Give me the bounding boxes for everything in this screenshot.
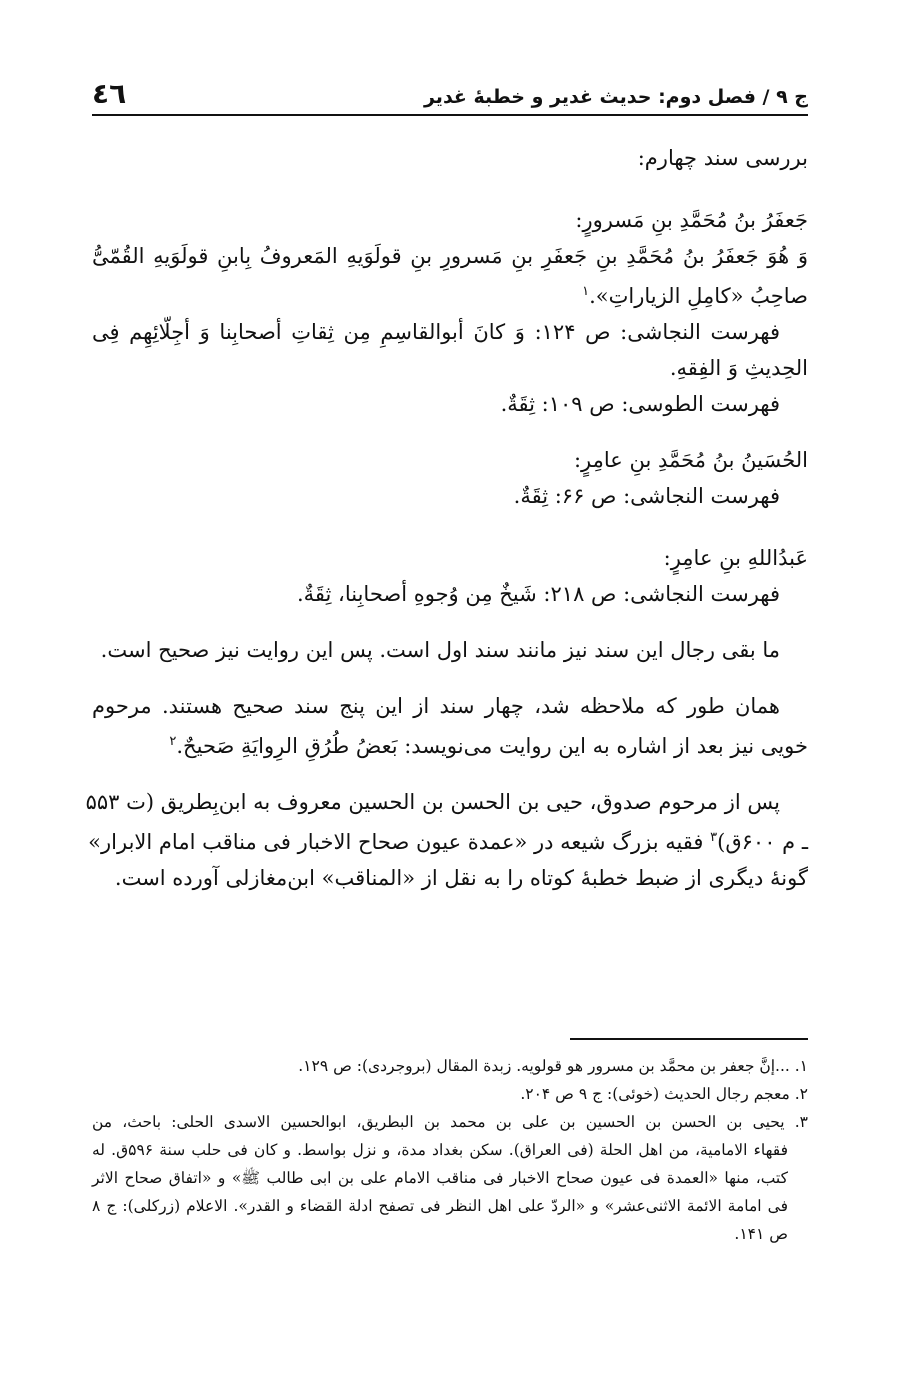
- paragraph-2-cont: [92, 724, 808, 764]
- page-header: [92, 70, 808, 116]
- footnote-3-line-4: فی امامة الائمة الاثنی‌عشر» و «الردّ علی اهل النظر فی تصفح ادلة القضاء و القدر». الاعلام (زرکلی): ج ۸: [92, 1197, 788, 1215]
- footnote-1: ۱. ...إنَّ جعفر بن محمَّد بن مسرور هو قولویه. زبدة المقال (بروجردی): ص ۱۲۹.: [298, 1057, 808, 1075]
- paragraph-3: پس از مرحوم صدوق، حیی بن الحسن بن الحسین معروف به ابن‌بِطریق (ت ۵۵۳: [85, 790, 780, 814]
- section-title: بررسی سند چهارم:: [637, 146, 808, 170]
- footnote-ref-3[interactable]: ۳: [710, 830, 718, 845]
- narrator2-name: الحُسَینُ بنُ مُحَمَّدِ بنِ عامِرٍ:: [573, 448, 808, 472]
- narrator1-description: وَ هُوَ جَعفَرُ بنُ مُحَمَّدِ بنِ جَعفَرِ بنِ مَسرورِ بنِ قولَوَيهِ المَعروفُ بِابنِ قولَوَيهِ القُمّیُّ: [92, 244, 808, 268]
- narrator3-name: عَبدُاللهِ بنِ عامِرٍ:: [663, 546, 808, 570]
- narrator1-description-cont: [92, 274, 808, 314]
- narrator1-najashi-cont: الحِدیثِ وَ الفِقهِ.: [669, 356, 808, 380]
- footnote-separator: [570, 1038, 808, 1040]
- footnote-2: ۲. معجم رجال الحدیث (خوئی): ج ۹ ص ۲۰۴.: [520, 1085, 808, 1103]
- paragraph-2-text: خویی نیز بعد از اشاره به این روایت می‌نویسد: بَعضُ طُرُقِ الرِوایَةِ صَحیحٌ.: [176, 734, 808, 758]
- main-text: [85, 140, 808, 896]
- footnote-3-line-5: ص ۱۴۱.: [734, 1225, 788, 1243]
- narrator1-description-text: صاحِبُ «کامِلِ الزیاراتِ».: [589, 284, 808, 308]
- footnote-3: ۳. یحیی بن الحسن بن الحسین بن علی بن محمد بن البطریق، ابوالحسین الاسدی الحلی: باحث، من: [92, 1113, 808, 1131]
- footnote-3-line-2: فقهاء الامامیة، من اهل الحلة (فی العراق). سکن بغداد مدة، و نزل بواسط. و کان فی حلب سنة ۵۹۶ق. له: [92, 1141, 788, 1159]
- narrator2-najashi: فهرست النجاشی: ص ۶۶: ثِقَةٌ.: [513, 484, 780, 508]
- footnote-ref-1[interactable]: ۱: [582, 284, 590, 299]
- running-title: ج ۹ / فصل دوم: حدیث غدیر و خطبهٔ غدیر: [423, 86, 808, 108]
- paragraph-3-text: فقیه بزرگ شیعه در «عمدة عیون صحاح الاخبار فی مناقب امام الابرار»: [88, 830, 711, 854]
- footnote-3-line-3: کتب، منها «العمدة فی عیون صحاح الاخبار فی مناقب الامام علی بن ابی طالب ﷺ» و «اتفاق صحاح الاثر: [92, 1169, 788, 1187]
- paragraph-1: ما بقی رجال این سند نیز مانند سند اول است. پس این روایت نیز صحیح است.: [100, 638, 780, 662]
- narrator1-najashi: فهرست النجاشی: ص ۱۲۴: وَ کانَ أبوالقاسِمِ مِن ثِقاتِ أصحابِنا وَ أجِلّائِهِم فِی: [92, 320, 780, 344]
- page-number: ٤٦: [92, 77, 127, 110]
- narrator1-tusi: فهرست الطوسی: ص ۱۰۹: ثِقَةٌ.: [500, 392, 780, 416]
- narrator1-name: جَعفَرُ بنُ مُحَمَّدِ بنِ مَسرورٍ:: [575, 208, 808, 232]
- footnote-ref-2[interactable]: ۲: [169, 734, 177, 749]
- narrator3-najashi: فهرست النجاشی: ص ۲۱۸: شَیخٌ مِن وُجوهِ أصحابِنا، ثِقَةٌ.: [296, 582, 780, 606]
- paragraph-3-cont: [88, 820, 808, 860]
- paragraph-3-end: گونهٔ دیگری از ضبط خطبهٔ کوتاه را به نقل از «المناقب» ابن‌مغازلی آورده است.: [114, 866, 808, 890]
- paragraph-3-date: ـ م ۶۰۰ق): [717, 830, 808, 854]
- footnotes: [92, 1052, 808, 1248]
- paragraph-2: همان طور که ملاحظه شد، چهار سند از این پنج سند صحیح هستند. مرحوم: [92, 694, 780, 718]
